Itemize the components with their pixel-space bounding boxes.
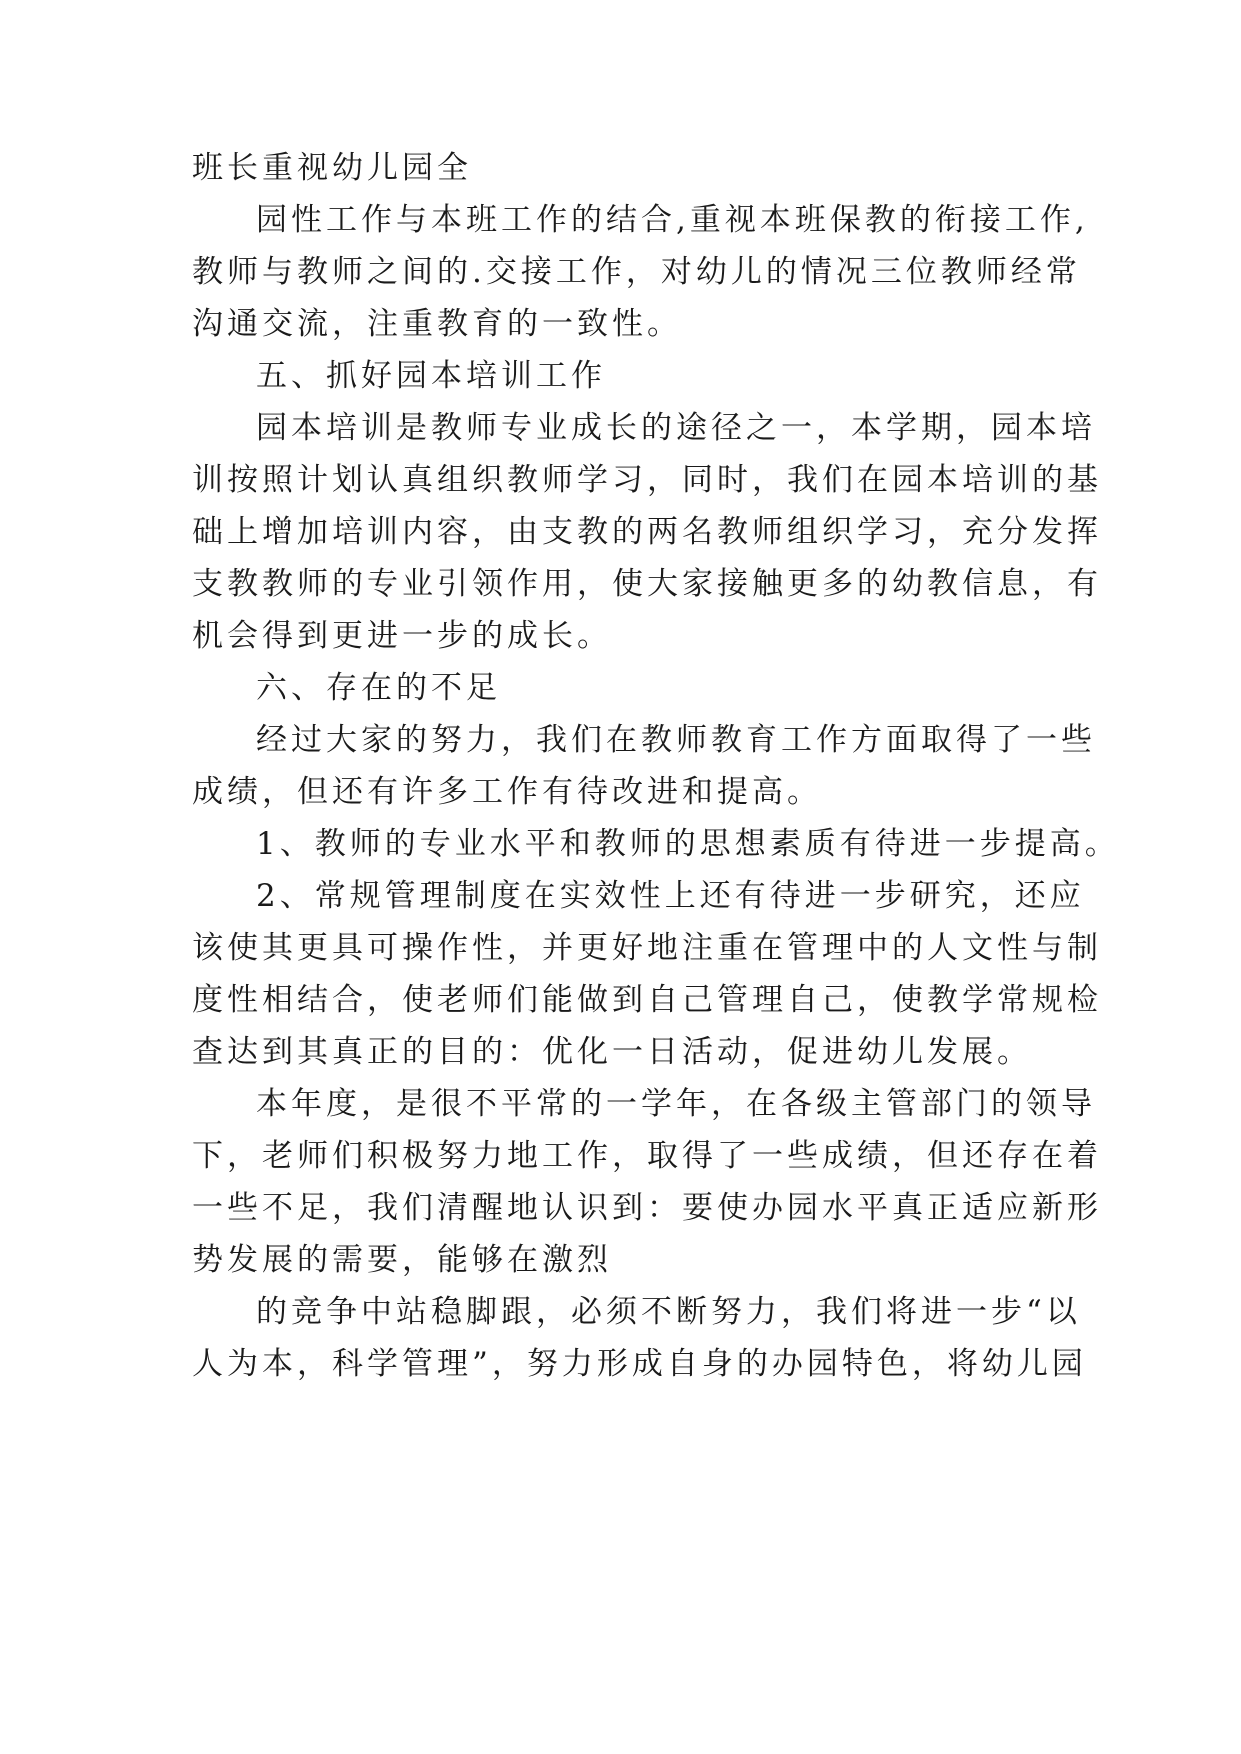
text-line: 查达到其真正的目的：优化一日活动，促进幼儿发展。 bbox=[192, 1034, 1032, 1070]
text-line: 园性工作与本班工作的结合,重视本班保教的衔接工作, bbox=[256, 202, 1089, 238]
text-line: 沟通交流，注重教育的一致性。 bbox=[192, 306, 682, 342]
text-line: 该使其更具可操作性，并更好地注重在管理中的人文性与制 bbox=[192, 930, 1102, 966]
text-line: 教师与教师之间的.交接工作，对幼儿的情况三位教师经常 bbox=[192, 254, 1081, 290]
text-line: 下，老师们积极努力地工作，取得了一些成绩，但还存在着 bbox=[192, 1138, 1102, 1174]
text-line: 成绩，但还有许多工作有待改进和提高。 bbox=[192, 774, 822, 810]
text-line: 支教教师的专业引领作用，使大家接触更多的幼教信息，有 bbox=[192, 566, 1102, 602]
text-line: 班长重视幼儿园全 bbox=[192, 150, 472, 186]
section-heading: 六、存在的不足 bbox=[256, 670, 501, 706]
text-line: 本年度，是很不平常的一学年，在各级主管部门的领导 bbox=[256, 1086, 1096, 1122]
text-line: 训按照计划认真组织教师学习，同时，我们在园本培训的基 bbox=[192, 462, 1102, 498]
text-line: 机会得到更进一步的成长。 bbox=[192, 618, 612, 654]
list-item: 1、教师的专业水平和教师的思想素质有待进一步提高。 bbox=[256, 826, 1120, 862]
list-item: 2、常规管理制度在实效性上还有待进一步研究，还应 bbox=[256, 878, 1085, 914]
text-line: 势发展的需要，能够在激烈 bbox=[192, 1242, 612, 1278]
text-line: 园本培训是教师专业成长的途径之一，本学期，园本培 bbox=[256, 410, 1096, 446]
text-line: 础上增加培训内容，由支教的两名教师组织学习，充分发挥 bbox=[192, 514, 1102, 550]
text-line: 一些不足，我们清醒地认识到：要使办园水平真正适应新形 bbox=[192, 1190, 1102, 1226]
text-line: 的竞争中站稳脚跟，必须不断努力，我们将进一步“以 bbox=[256, 1294, 1081, 1330]
text-line: 人为本，科学管理”，努力形成自身的办园特色，将幼儿园 bbox=[192, 1346, 1087, 1382]
text-line: 经过大家的努力，我们在教师教育工作方面取得了一些 bbox=[256, 722, 1096, 758]
text-line: 度性相结合，使老师们能做到自己管理自己，使教学常规检 bbox=[192, 982, 1102, 1018]
section-heading: 五、抓好园本培训工作 bbox=[256, 358, 606, 394]
